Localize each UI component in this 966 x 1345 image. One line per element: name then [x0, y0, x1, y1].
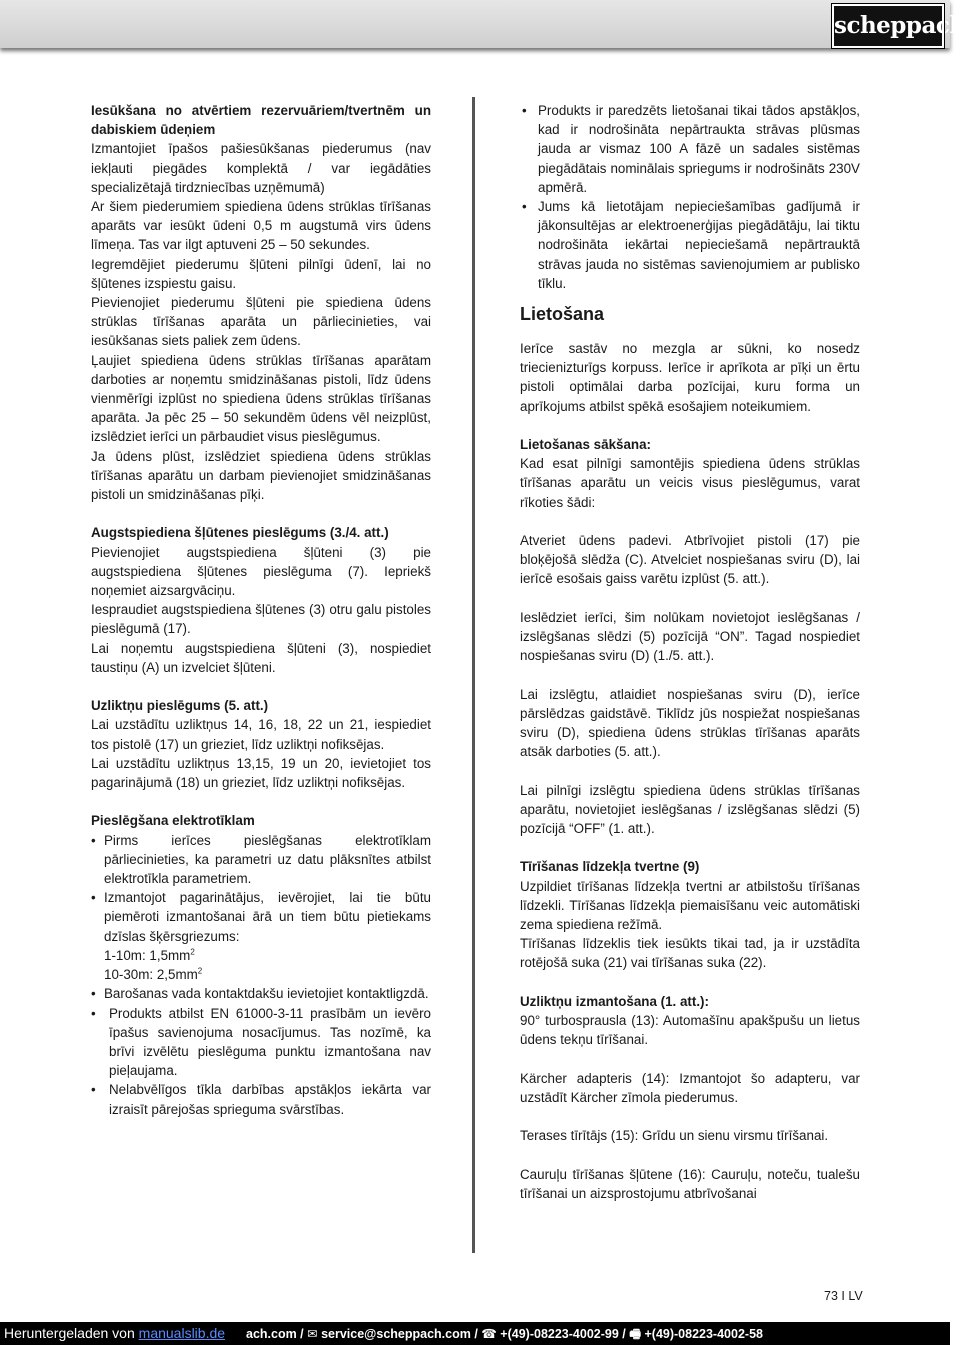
section-title-hose-connection: Augstspiediena šļūtenes pieslēgums (3./4. att.) — [91, 525, 389, 541]
section-title-mains-connection: Pieslēgšana elektrotīklam — [91, 813, 255, 829]
section-title-detergent-tank: Tīrīšanas līdzekļa tvertne (9) — [520, 859, 700, 875]
section-title-start: Lietošanas sākšana: — [520, 437, 651, 453]
paragraph: Ieslēdziet ierīci, šim nolūkam novietojot ieslēgšanas / izslēgšanas slēdzi (5) pozīcijā “ON”. Tagad nospiediet nospiešanas sviru (D) (1./5. att.). — [520, 609, 860, 664]
left-column — [91, 101, 431, 1119]
list-item: • Nelabvēlīgos tīkla darbības apstākļos iekārta var izraisīt pārejošas sprieguma svārstības. — [91, 1080, 431, 1118]
paragraph: Lai uzstādītu uzliktņus 14, 16, 18, 22 un 21, iespiediet tos pistolē (17) un grieziet, līdz uzliktņi nofiksējas. — [91, 717, 431, 752]
scheppach-logo: scheppach — [832, 4, 944, 48]
right-column — [520, 101, 860, 1203]
list-item: • Pirms ierīces pieslēgšanas elektrotīklam pārliecinieties, ka parametri uz datu plāksnītes atbilst elektrotīkla parametriem. — [91, 831, 431, 889]
column-divider — [472, 97, 475, 1253]
superscript: 2 — [197, 966, 203, 976]
section-heading: Lietošana — [520, 304, 605, 325]
paragraph: Lai uzstādītu uzliktņus 13,15, 19 un 20, ievietojiet tos pagarinājumā (18) un grieziet, līdz uzliktņi nofiksējas. — [91, 755, 431, 791]
paragraph: 90° turbosprausla (13): Automašīnu apakšpušu un lietus ūdens tekņu tīrīšanai. — [520, 1013, 860, 1048]
paragraph: Tīrīšanas līdzeklis tiek iesūkts tikai tad, ja ir uzstādīta rotējošā suka (21) vai tīrīšanas suka (22). — [520, 936, 860, 971]
section-title-attachments: Uzliktņu izmantošana (1. att.): — [520, 993, 709, 1009]
paragraph: Cauruļu tīrīšanas šļūtene (16): Cauruļu, noteču, tualešu tīrīšanai un aizsprostojumu atbrīvošanai — [520, 1166, 860, 1201]
paragraph: Pievienojiet augstspiediena šļūteni (3) pie augstspiediena šļūtenes pieslēguma (7). Iepriekš noņemiet aizsargvāciņu. — [91, 544, 431, 599]
paragraph: Pievienojiet piederumu šļūteni pie spiediena ūdens strūklas tīrīšanas aparāta un pārliecinieties, vai iesūkšanas siets paliek zem ūdens. — [91, 295, 431, 349]
cable-spec-2: 10-30m: 2,5mm — [104, 967, 198, 983]
paragraph: Iespraudiet augstspiediena šļūtenes (3) otru galu pistoles pieslēgumā (17). — [91, 602, 431, 637]
list-item: • Produkts ir paredzēts lietošanai tikai tādos apstākļos, kad ir nodrošināta nepārtraukta strāvas plūsmas jauda ar vismaz 100 A fāzē un sadales sistēmas piegādātais nominālais spriegums ir nodrošināts 230V apmērā. — [520, 101, 860, 197]
header-band — [0, 0, 966, 48]
section-title-attachment-connection: Uzliktņu pieslēgums (5. att.) — [91, 698, 269, 714]
list-item: • Barošanas vada kontaktdakšu ievietojiet kontaktligzdā. — [91, 984, 431, 1003]
section-title-open-reservoir: Iesūkšana no atvērtiem rezervuāriem/tvertnēm un dabiskiem ūdeņiem — [91, 103, 431, 138]
paragraph: Lai noņemtu augstspiediena šļūteni (3), nospiediet taustiņu (A) un izvelciet šļūteni. — [91, 640, 431, 675]
paragraph: Kärcher adapteris (14): Izmantojot šo adapteru, var uzstādīt Kärcher zīmola piederumus. — [520, 1070, 860, 1105]
paragraph: Ļaujiet spiediena ūdens strūklas tīrīšanas aparātam darboties ar noņemtu smidzināšanas pistoli, līdz ūdens vienmērīgi izplūst no spiediena ūdens strūklas tīrīšanas aparāta. Ja pēc 25 – 50 sekundēm ūdens vēl neizplūst, izslēdziet ierīci un pārbaudiet visus pieslēgumus. — [91, 352, 431, 445]
paragraph: Atveriet ūdens padevi. Atbrīvojiet pistoli (17) pie bloķējošā slēdža (C). Atvelciet nospiešanas sviru (D), lai ierīcē esošais gaiss varētu izplūst (5. att.). — [520, 533, 860, 587]
bullet-list — [91, 831, 431, 1119]
download-prefix: Heruntergeladen von — [4, 1325, 135, 1341]
footer-contact: ach.com / ✉ service@scheppach.com / ☎ +(49)-08223-4002-99 / 🖷 +(49)-08223-4002-58 — [246, 1327, 763, 1341]
list-item — [91, 888, 431, 984]
superscript: 2 — [190, 947, 195, 957]
list-item-text: Izmantojot pagarinātājus, ievērojiet, lai tie būtu piemēroti izmantošanai ārā un tiem būtu pietiekams dzīslas šķērsgriezums: — [104, 890, 431, 944]
paragraph: Ar šiem piederumiem spiediena ūdens strūklas tīrīšanas aparāts var iesūkt ūdeni 0,5 m augstumā virs ūdens līmeņa. Tas var ilgt aptuveni 25 – 50 sekundes. — [91, 199, 431, 253]
paragraph: Lai pilnīgi izslēgtu spiediena ūdens strūklas tīrīšanas aparātu, novietojiet ieslēgšanas / izslēgšanas slēdzi (5) pozīcijā “OFF” (1. att.). — [520, 782, 860, 837]
list-item: • Produkts atbilst EN 61000-3-11 prasībām un ievēro īpašus savienojuma nosacījumus. Tas nozīmē, ka brīvi izvēlētu pieslēguma punktu izmantošana nav pieļaujama. — [91, 1004, 431, 1081]
paragraph: Iegremdējiet piederumu šļūteni pilnīgi ūdenī, lai no šļūtenes izspiestu gaisu. — [91, 256, 431, 291]
cable-spec-1: 1-10m: 1,5mm — [104, 947, 191, 963]
paragraph: Lai izslēgtu, atlaidiet nospiešanas sviru (D), ierīce pārslēdzas gaidstāvē. Tiklīdz jūs nospiežat nospiešanas sviru (D), spiediena ūdens strūklas tīrīšanas aparāts atsāk darboties (5. att.). — [520, 686, 860, 760]
download-notice — [4, 1323, 225, 1343]
paragraph: Kad esat pilnīgi samontējis spiediena ūdens strūklas tīrīšanas aparātu un veicis visus pieslēgumus, varat rīkoties šādi: — [520, 456, 860, 510]
list-item: • Jums kā lietotājam nepieciešamības gadījumā ir jākonsultējas ar elektroenerģijas piegādātāju, lai tiktu nodrošināta iekārtai nepieciešamā nepārtrauktā strāvas jauda no sistēmas savienojumiem ar publisko tīklu. — [520, 197, 860, 293]
paragraph: Ja ūdens plūst, izslēdziet spiediena ūdens strūklas tīrīšanas aparātu un darbam pievienojiet smidzināšanas pistoli un smidzināšanas pīķi. — [91, 448, 431, 503]
paragraph: Ierīce sastāv no mezgla ar sūkni, ko nosedz triecienizturīgs korpuss. Ierīce ir aprīkota ar pīķi un ērtu pistoli optimālai darba pozīcijai, kuru forma un aprīkojums atbilst spēkā esošajiem noteikumiem. — [520, 341, 860, 414]
manualslib-link[interactable]: manualslib.de — [138, 1325, 226, 1341]
paragraph: Terases tīrītājs (15): Grīdu un sienu virsmu tīrīšanai. — [520, 1128, 829, 1144]
bullet-list — [520, 101, 860, 293]
page-number: 73 I LV — [824, 1289, 863, 1303]
paragraph: Uzpildiet tīrīšanas līdzekļa tvertni ar atbilstošu tīrīšanas līdzekli. Tīrīšanas līdzekļa piemaisīšanu veic automātiski zema spiediena režīmā. — [520, 878, 860, 933]
footer-bar — [0, 1322, 950, 1345]
paragraph: Izmantojiet īpašos pašiesūkšanas piederumus (nav iekļauti piegādes komplektā / var iegādāties specializētajā tirdzniecības uzņēmumā) — [91, 141, 431, 195]
